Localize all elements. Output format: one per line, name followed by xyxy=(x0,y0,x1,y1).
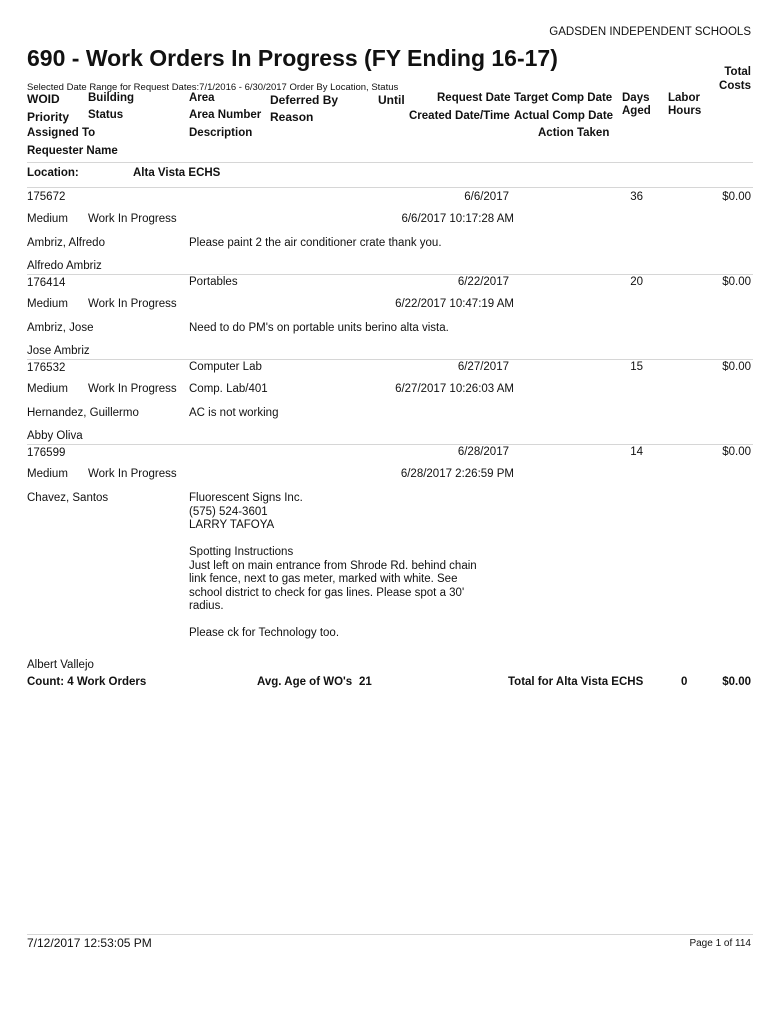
wo-status: Work In Progress xyxy=(88,298,177,310)
col-description: Description xyxy=(189,127,253,139)
wo-assigned-to: Hernandez, Guillermo xyxy=(27,407,139,419)
col-woid: WOID xyxy=(27,92,60,106)
wo-priority: Medium xyxy=(27,468,68,480)
summary-total-hours: 0 xyxy=(681,676,688,688)
col-area: Area xyxy=(189,92,215,104)
wo-days-aged: 14 xyxy=(630,446,643,458)
col-until: Until xyxy=(378,93,405,107)
wo-priority: Medium xyxy=(27,213,68,225)
wo-days-aged: 36 xyxy=(630,191,643,203)
col-aged: Aged xyxy=(622,105,651,117)
row-divider xyxy=(27,187,753,188)
wo-requester: Albert Vallejo xyxy=(27,659,94,671)
wo-id: 176414 xyxy=(27,277,66,289)
wo-requester: Abby Oliva xyxy=(27,430,83,442)
row-divider xyxy=(27,444,753,445)
col-created: Created Date/Time xyxy=(409,110,510,122)
summary-total-label: Total for Alta Vista ECHS xyxy=(508,676,644,688)
row-divider xyxy=(27,359,753,360)
wo-request-date: 6/22/2017 xyxy=(457,276,509,288)
wo-description: Need to do PM's on portable units berino alta vista. xyxy=(189,322,449,334)
wo-id: 175672 xyxy=(27,191,66,203)
wo-cost: $0.00 xyxy=(722,191,751,203)
footer-divider xyxy=(27,934,753,935)
wo-description: Please paint 2 the air conditioner crate thank you. xyxy=(189,237,442,249)
col-area-number: Area Number xyxy=(189,109,262,121)
wo-created: 6/6/2017 10:17:28 AM xyxy=(401,213,514,225)
wo-created: 6/22/2017 10:47:19 AM xyxy=(395,298,514,310)
wo-assigned-to: Chavez, Santos xyxy=(27,492,109,504)
wo-area: Computer Lab xyxy=(189,361,262,373)
col-labor: Labor xyxy=(668,92,700,104)
col-target-comp-date: Target Comp Date xyxy=(514,92,613,104)
summary-count: Count: 4 Work Orders xyxy=(27,676,147,688)
wo-days-aged: 15 xyxy=(630,361,643,373)
wo-priority: Medium xyxy=(27,298,68,310)
col-costs: Costs xyxy=(719,80,751,92)
location-label: Location: xyxy=(27,167,79,179)
wo-request-date: 6/27/2017 xyxy=(457,361,509,373)
wo-cost: $0.00 xyxy=(722,446,751,458)
wo-id: 176599 xyxy=(27,447,66,459)
wo-request-date: 6/28/2017 xyxy=(457,446,509,458)
footer-timestamp: 7/12/2017 12:53:05 PM xyxy=(27,936,152,950)
col-hours: Hours xyxy=(668,105,702,117)
location-name: Alta Vista ECHS xyxy=(133,167,221,179)
col-deferred-by: Deferred By xyxy=(270,93,339,107)
wo-description: Fluorescent Signs Inc. (575) 524-3601 LARRY TAFOYA Spotting Instructions Just left on main entrance from Shrode Rd. behind chain link fence, next to gas meter, marked with white. See school district to check for gas lines. Please spot a 30' radius. Please ck for Technology too. xyxy=(189,492,477,639)
wo-cost: $0.00 xyxy=(722,361,751,373)
wo-area: Portables xyxy=(189,276,238,288)
summary-avg-age: 21 xyxy=(359,676,372,688)
wo-priority: Medium xyxy=(27,383,68,395)
wo-id: 176532 xyxy=(27,362,66,374)
selection-criteria: Selected Date Range for Request Dates:7/1/2016 - 6/30/2017 Order By Location, Status xyxy=(27,82,399,93)
col-requester-name: Requester Name xyxy=(27,145,118,157)
col-request-date: Request Date xyxy=(437,92,511,104)
wo-description: AC is not working xyxy=(189,407,279,419)
col-assigned-to: Assigned To xyxy=(27,127,96,139)
header-divider xyxy=(27,162,753,163)
wo-days-aged: 20 xyxy=(630,276,643,288)
col-days: Days xyxy=(622,92,650,104)
wo-assigned-to: Ambriz, Jose xyxy=(27,322,94,334)
wo-created: 6/27/2017 10:26:03 AM xyxy=(395,383,514,395)
col-reason: Reason xyxy=(270,110,314,124)
summary-total-cost: $0.00 xyxy=(722,676,751,688)
col-building: Building xyxy=(88,92,134,104)
wo-area-number: Comp. Lab/401 xyxy=(189,383,268,395)
col-actual-comp-date: Actual Comp Date xyxy=(514,110,614,122)
wo-assigned-to: Ambriz, Alfredo xyxy=(27,237,105,249)
wo-cost: $0.00 xyxy=(722,276,751,288)
footer-page-number: Page 1 of 114 xyxy=(689,938,751,949)
organization-name: GADSDEN INDEPENDENT SCHOOLS xyxy=(549,26,751,38)
col-status: Status xyxy=(88,109,124,121)
wo-requester: Jose Ambriz xyxy=(27,345,90,357)
wo-request-date: 6/6/2017 xyxy=(464,191,509,203)
wo-status: Work In Progress xyxy=(88,383,177,395)
wo-status: Work In Progress xyxy=(88,213,177,225)
col-action-taken: Action Taken xyxy=(538,127,610,139)
wo-status: Work In Progress xyxy=(88,468,177,480)
summary-avg-age-label: Avg. Age of WO's xyxy=(257,676,353,688)
wo-requester: Alfredo Ambriz xyxy=(27,260,102,272)
wo-created: 6/28/2017 2:26:59 PM xyxy=(400,468,514,480)
row-divider xyxy=(27,274,753,275)
col-total: Total xyxy=(724,66,751,78)
report-title: 690 - Work Orders In Progress (FY Ending 16-17) xyxy=(27,45,558,71)
col-priority: Priority xyxy=(27,110,70,124)
